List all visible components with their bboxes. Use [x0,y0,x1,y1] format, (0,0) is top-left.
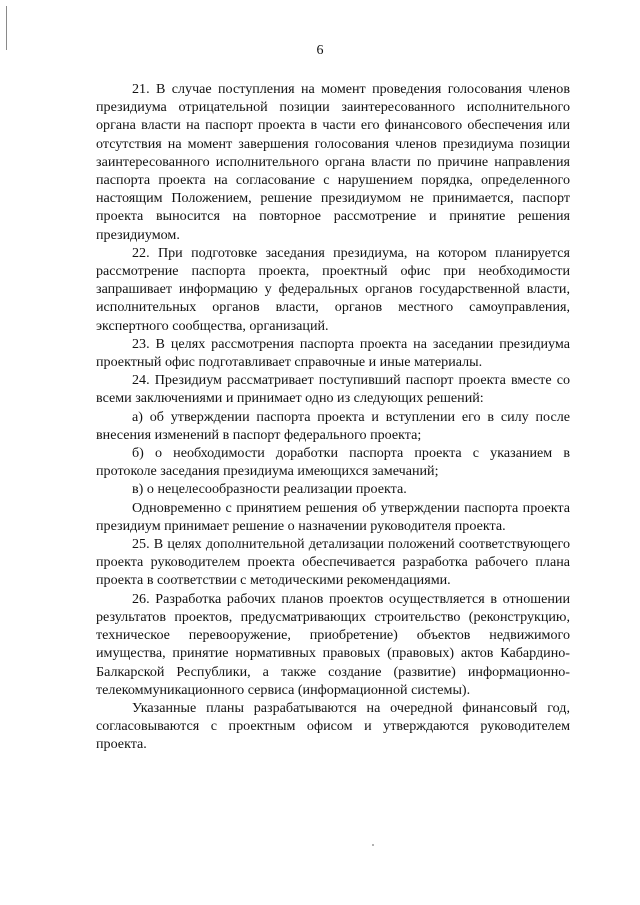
paragraph-24-note: Одновременно с принятием решения об утверждении паспорта проекта президиум принимает решение о назначении руководителя проекта. [96,499,570,534]
paragraph-24-option-c: в) о нецелесообразности реализации проекта. [132,481,407,498]
scan-speck [372,844,374,846]
paragraph-24-option-a: а) об утверждении паспорта проекта и вступлении его в силу после внесения изменений в паспорт федерального проекта; [96,408,570,443]
page-number: 6 [316,43,324,58]
paragraph-23: 23. В целях рассмотрения паспорта проекта на заседании президиума проектный офис подготавливает справочные и иные материалы. [96,335,570,371]
paragraph-24-option-b: б) о необходимости доработки паспорта проекта с указанием в протоколе заседания президиума имеющихся замечаний; [96,445,570,480]
paragraph-21: 21. В случае поступления на момент проведения голосования членов президиума отрицательной позиции заинтересованного исполнительного органа власти на паспорт проекта в части его финансового обеспечения или отсутствия на момент завершения голосования членов президиума позиции заинтересованного исполнительного органа власти по причине направления паспорта проекта на согласование с нарушением порядка, определенного настоящим Положением, решение президиумом не принимается, паспорт проекта выносится на повторное рассмотрение и принятие решения президиумом. [96,81,570,243]
paragraph-26: 26. Разработка рабочих планов проектов осуществляется в отношении результатов проектов, предусматривающих строительство (реконструкцию, техническое перевооружение, приобретение) объектов недвижимого имущества, принятие нормативных правовых (правовых) актов Кабардино-Балкарской Республики, а также создание (развитие) информационно-телекоммуникационного сервиса (информационной системы). [96,590,570,698]
document-body [96,80,570,754]
paragraph-25: 25. В целях дополнительной детализации положений соответствующего проекта руководителем проекта обеспечивается разработка рабочего плана проекта в соответствии с методическими рекомендациями. [96,536,570,589]
paragraph-24: 24. Президиум рассматривает поступивший паспорт проекта вместе со всеми заключениями и принимает одно из следующих решений: [96,372,570,407]
paragraph-26-note: Указанные планы разрабатываются на очередной финансовый год, согласовываются с проектным офисом и утверждаются руководителем проекта. [96,699,570,753]
paragraph-22: 22. При подготовке заседания президиума, на котором планируется рассмотрение паспорта проекта, проектный офис при необходимости запрашивает информацию у федеральных органов государственной власти, исполнительных органов власти, органов местного самоуправления, экспертного сообщества, организаций. [96,244,570,334]
